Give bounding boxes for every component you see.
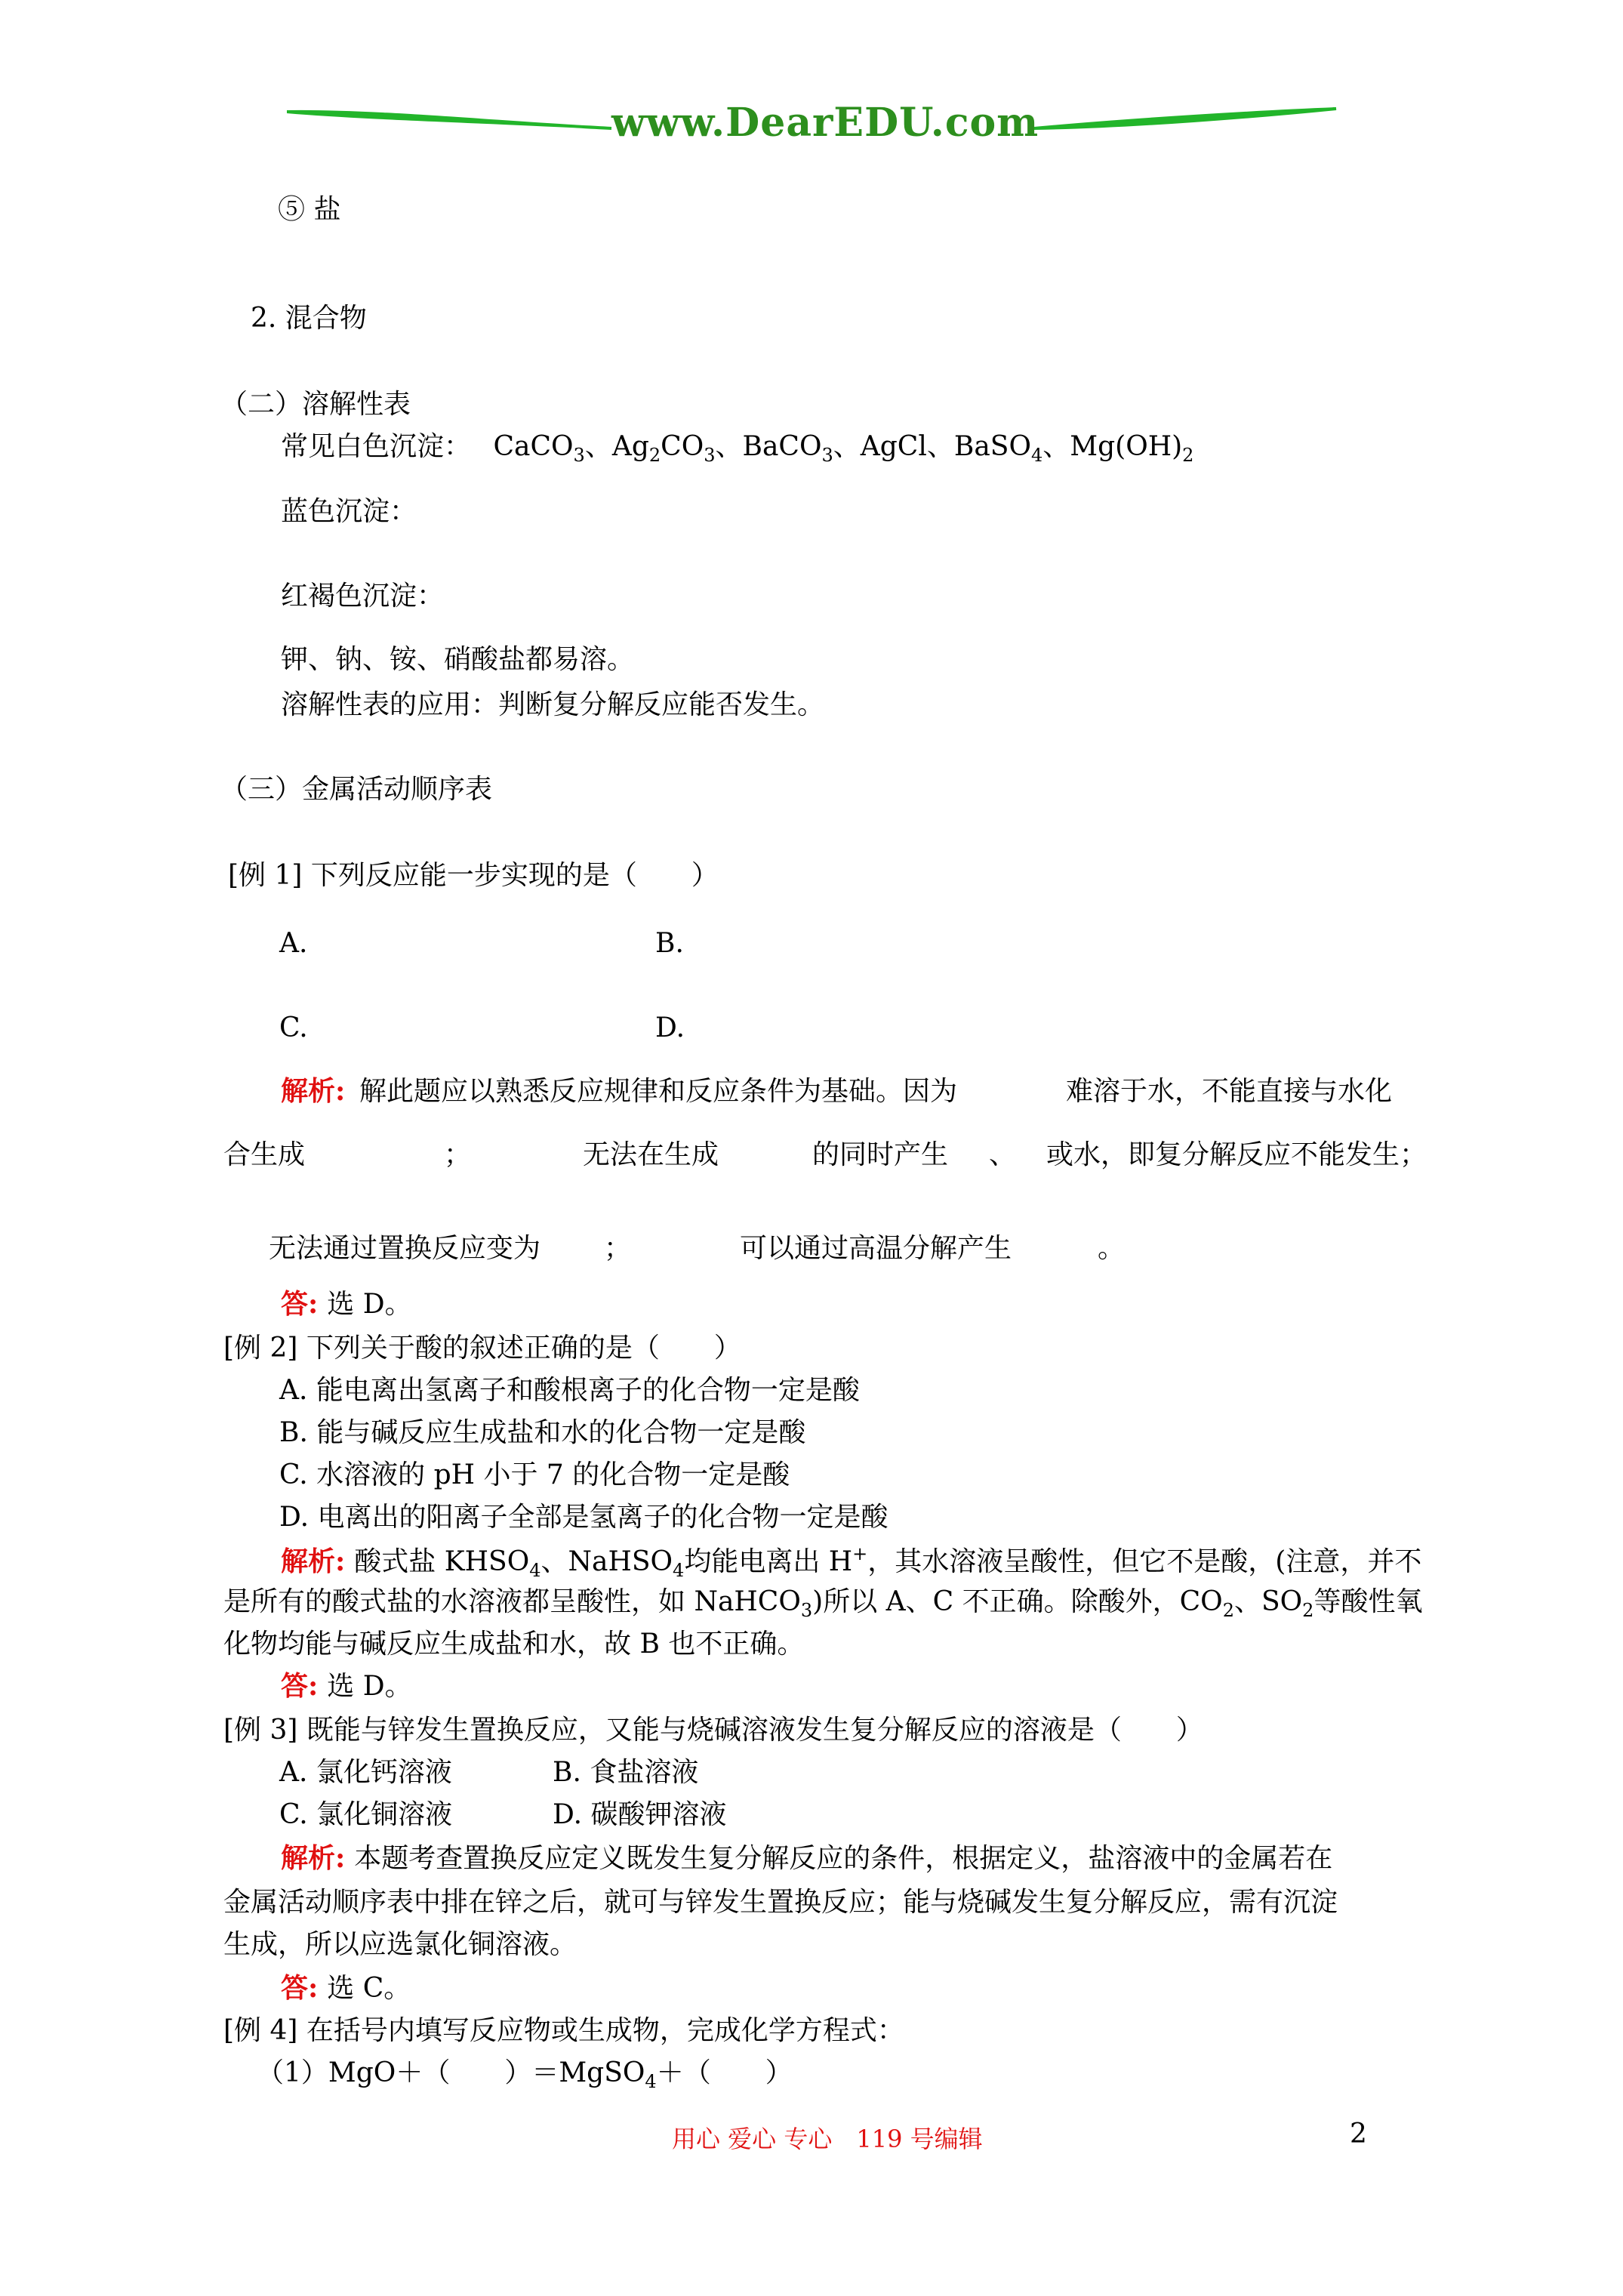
example2-analysis-line2: 是所有的酸式盐的水溶液都呈酸性，如 NaHCO$_3$)所以 A、C 不正确。除酸外，$CO_2$、$SO_2$等酸性氧 <box>223 1586 1423 1621</box>
example2-answer: 答: 选 D。 <box>281 1670 412 1702</box>
solubility-rule: 钾、钠、铵、硝酸盐都易溶。 <box>281 644 635 675</box>
example1-option-b: B. <box>655 928 684 959</box>
example2-analysis-line1: 解析: 酸式盐 $KHSO_4$、NaHSO$_4$均能电离出 H+，其水溶液呈酸性，但它不是酸，(注意，并不 <box>281 1543 1422 1581</box>
example1-question: [例 1] 下列反应能一步实现的是（ ） <box>228 860 719 891</box>
example3-analysis-line1: 解析: 本题考查置换反应定义既发生复分解反应的条件，根据定义，盐溶液中的金属若在 <box>281 1842 1333 1874</box>
example1-option-c: C. <box>279 1012 308 1043</box>
example1-analysis-line3a: 无法通过置换反应变为 <box>269 1233 541 1264</box>
white-precipitate-formulas: CaCO$_3$、$Ag_2CO_3$、BaCO$_3$、AgCl、BaSO$_4$、$Mg(OH)_2$ <box>493 431 1194 466</box>
example3-answer: 答: 选 C。 <box>281 1972 411 2004</box>
example1-analysis-line2b: ； <box>444 1139 472 1170</box>
page-footer: 用心 爱心 专心 119 号编辑 <box>672 2125 983 2153</box>
section-activity-series: （三）金属活动顺序表 <box>220 774 493 805</box>
section-salt: ⑤ 盐 <box>278 194 341 225</box>
white-precipitate-label: 常见白色沉淀： <box>281 431 472 462</box>
example1-analysis-line2a: 合生成 <box>223 1139 306 1170</box>
example2-question: [例 2] 下列关于酸的叙述正确的是（ ） <box>223 1333 741 1364</box>
example1-analysis-line3c: 可以通过高温分解产生 <box>740 1233 1012 1264</box>
example3-option-b: B. 食盐溶液 <box>553 1757 699 1788</box>
white-precipitate-line <box>281 430 1193 467</box>
example3-analysis-line3: 生成，所以应选氯化铜溶液。 <box>223 1929 577 1960</box>
site-header-banner <box>287 89 1344 157</box>
example2-option-a: A. 能电离出氢离子和酸根离子的化合物一定是酸 <box>279 1375 860 1406</box>
example4-question: [例 4] 在括号内填写反应物或生成物，完成化学方程式： <box>223 2015 904 2046</box>
example1-analysis-line1b: 难溶于水，不能直接与水化 <box>1066 1076 1393 1107</box>
example3-option-c: C. 氯化铜溶液 <box>279 1799 453 1830</box>
example1-analysis-label-red: 解析: <box>281 1075 346 1107</box>
example4-equation1: （1）MgO＋（ ）＝MgSO$_4$＋（ ） <box>257 2057 793 2092</box>
example3-option-d: D. 碳酸钾溶液 <box>553 1799 727 1830</box>
example1-analysis-line2c: 无法在生成 <box>583 1139 719 1170</box>
example3-analysis-line2: 金属活动顺序表中排在锌之后，就可与锌发生置换反应；能与烧碱发生复分解反应，需有沉淀 <box>223 1887 1338 1918</box>
section-mixture: 2. 混合物 <box>251 303 367 334</box>
example1-analysis-line2d: 的同时产生 <box>812 1139 949 1170</box>
page-number: 2 <box>1350 2119 1367 2150</box>
example1-analysis-line2f: 或水，即复分解反应不能发生； <box>1046 1139 1427 1170</box>
example1-analysis-line1a: 解此题应以熟悉反应规律和反应条件为基础。因为 <box>359 1076 958 1107</box>
example1-analysis-line2e: 、 <box>989 1139 1017 1170</box>
example2-option-c: C. 水溶液的 pH 小于 7 的化合物一定是酸 <box>279 1459 790 1490</box>
blue-precipitate-label: 蓝色沉淀： <box>281 496 417 527</box>
example3-option-a: A. 氯化钙溶液 <box>279 1757 452 1788</box>
example2-option-d: D. 电离出的阳离子全部是氢离子的化合物一定是酸 <box>279 1502 888 1533</box>
red-brown-precipitate-label: 红褐色沉淀： <box>281 581 445 612</box>
example1-option-d: D. <box>655 1012 685 1043</box>
example3-answer-label: 答: <box>281 1972 319 2004</box>
example1-analysis-line3d: 。 <box>1098 1233 1126 1264</box>
example2-analysis-line3: 化物均能与碱反应生成盐和水，故 B 也不正确。 <box>223 1629 805 1660</box>
example1-answer: 答: 选 D。 <box>281 1288 412 1320</box>
example1-answer-label: 答: <box>281 1288 319 1320</box>
section-solubility-heading: （二）溶解性表 <box>220 389 411 420</box>
site-logo-text: www.DearEDU.com <box>611 100 1039 146</box>
example2-analysis-label: 解析: <box>281 1546 346 1577</box>
example3-question: [例 3] 既能与锌发生置换反应，又能与烧碱溶液发生复分解反应的溶液是（ ） <box>223 1715 1203 1746</box>
example2-option-b: B. 能与碱反应生成盐和水的化合物一定是酸 <box>279 1417 806 1448</box>
example1-option-a: A. <box>279 928 308 959</box>
example3-analysis-label: 解析: <box>281 1842 346 1874</box>
example1-analysis-line3b: ； <box>604 1233 632 1264</box>
solubility-application: 溶解性表的应用：判断复分解反应能否发生。 <box>281 689 825 720</box>
example2-answer-label: 答: <box>281 1670 319 1702</box>
